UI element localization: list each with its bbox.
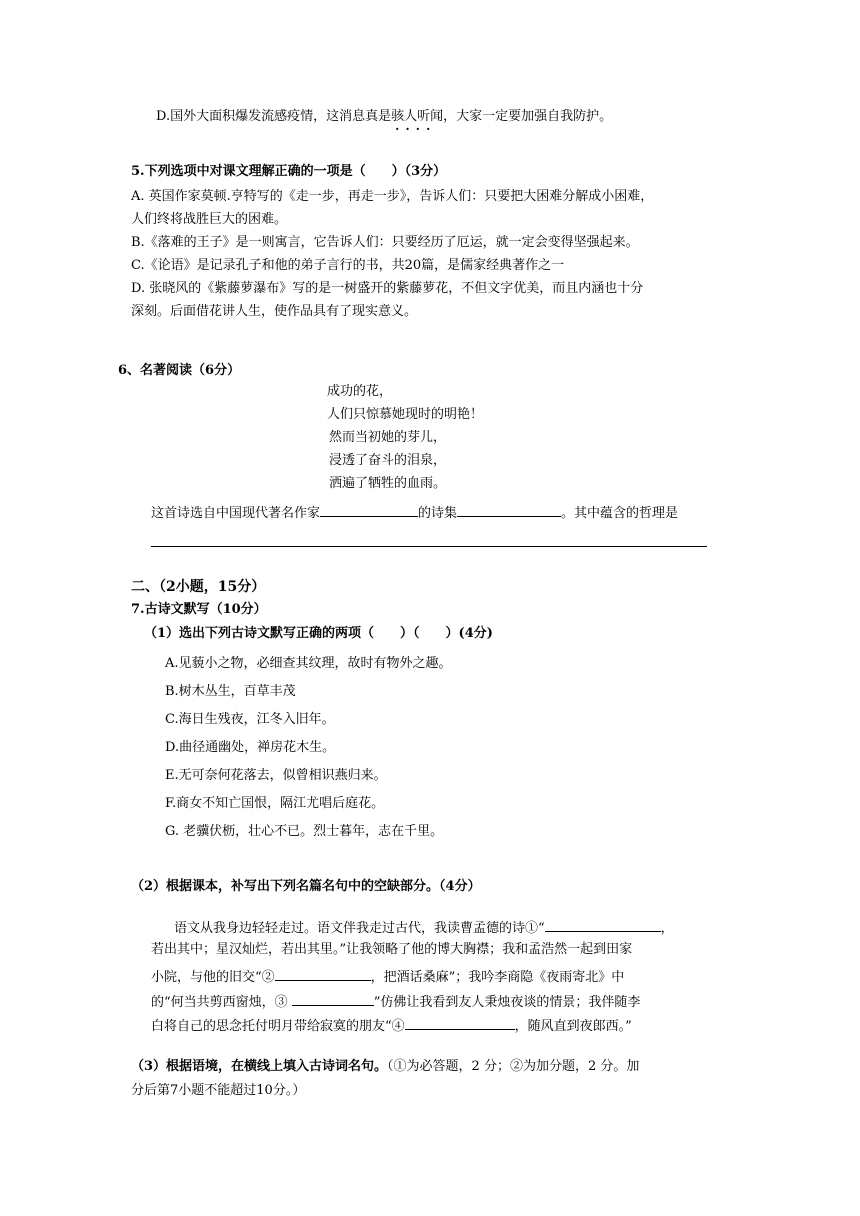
q7-option-c: C.海日生残夜，江冬入旧年。	[165, 712, 335, 727]
q5-option-c: C.《论语》是记录孔子和他的弟子言行的书，共20篇，是儒家经典著作之一	[131, 258, 565, 273]
q6-sentence-part3: 。其中蕴含的哲理是	[561, 506, 679, 521]
passage-line-4a: 的“何当共剪西窗烛，③	[151, 995, 292, 1010]
q7-sub3-line1	[131, 1058, 639, 1076]
passage-line-5	[151, 1015, 632, 1036]
passage-line-5b: ，随风直到夜郎西。”	[514, 1019, 632, 1034]
section-two-title: 二、（2小题，15分）	[131, 579, 266, 595]
blank-4[interactable]	[405, 1015, 515, 1030]
collection-blank[interactable]	[457, 502, 561, 517]
passage-line-1b: ，	[660, 921, 674, 936]
q6-sentence-part2: 的诗集	[418, 506, 458, 521]
q7-option-a: A.见藐小之物，必细查其纹理，故时有物外之趣。	[165, 656, 452, 671]
q4-option-d-prefix: D.国外大面积爆发流感疫情，这消息真是	[156, 109, 392, 124]
passage-line-3	[151, 966, 624, 987]
poem-line-3: 然而当初她的芽儿，	[329, 430, 447, 445]
passage-line-3b: ，把酒话桑麻”；我吟李商隐《夜雨寄北》中	[370, 970, 625, 985]
q6-fill-sentence	[151, 502, 678, 523]
passage-line-5a: 白将自己的思念托付明月带给寂寞的朋友“④	[151, 1019, 405, 1034]
poem-line-1: 成功的花，	[327, 384, 393, 399]
passage-line-1a: 语文从我身边轻轻走过。语文伴我走过古代，我读曹孟德的诗①“	[174, 921, 545, 936]
poem-line-4: 浸透了奋斗的泪泉，	[329, 453, 447, 468]
q4-option-d-suffix: ，大家一定要加强自我防护。	[443, 109, 613, 124]
q5-option-d-line2: 深刻。后面借花讲人生，使作品具有了现实意义。	[131, 304, 418, 319]
q7-option-e: E.无可奈何花落去，似曾相识燕归来。	[165, 768, 387, 783]
poem-line-2: 人们只惊慕她现时的明艳！	[327, 407, 484, 422]
q5-title: 5.下列选项中对课文理解正确的一项是（ ）（3分）	[131, 164, 447, 179]
philosophy-answer-line[interactable]	[151, 546, 707, 547]
passage-line-4	[151, 991, 640, 1012]
blank-2[interactable]	[275, 966, 371, 981]
q7-sub3-note2: 分后第7小题不能超过10分。）	[131, 1083, 306, 1098]
q7-sub3-note1: （①为必答题，2 分；②为加分题，2 分。加	[387, 1059, 640, 1074]
q5-option-d-line1: D. 张晓风的《紫藤萝瀑布》写的是一树盛开的紫藤萝花，不但文字优美，而且内涵也十分	[131, 281, 644, 296]
q7-sub2-title: （2）根据课本，补写出下列名篇名句中的空缺部分。（4分）	[131, 879, 481, 894]
q4-option-d-dotted-phrase: 骇人听闻 · · · ·	[391, 109, 443, 124]
q4-option-d	[156, 108, 612, 126]
q5-option-a-line2: 人们终将战胜巨大的困难。	[131, 212, 288, 227]
q7-option-f: F.商女不知亡国恨，隔江尤唱后庭花。	[165, 796, 385, 811]
blank-3[interactable]	[292, 991, 374, 1006]
q7-option-d: D.曲径通幽处，禅房花木生。	[165, 740, 336, 755]
poem-line-5: 洒遍了牺牲的血雨。	[329, 476, 447, 491]
q7-option-g: G. 老骥伏枥，壮心不已。烈士暮年，志在千里。	[165, 824, 444, 839]
q6-title: 6、名著阅读（6分）	[118, 363, 241, 378]
passage-line-2: 若出其中；星汉灿烂，若出其里。”让我领略了他的博大胸襟；我和孟浩然一起到田家	[151, 942, 633, 957]
q5-option-b: B.《落难的王子》是一则寓言，它告诉人们：只要经历了厄运，就一定会变得坚强起来。	[131, 235, 639, 250]
passage-line-1	[174, 917, 674, 938]
q5-option-a-line1: A. 英国作家莫顿.亨特写的《走一步，再走一步》，告诉人们：只要把大困难分解成小困难，	[131, 189, 654, 204]
q7-title: 7.古诗文默写（10分）	[131, 602, 267, 617]
q7-sub1-title: （1）选出下列古诗文默写正确的两项（ ）（ ）(4分)	[144, 626, 493, 641]
passage-line-4b: ”仿佛让我看到友人秉烛夜谈的情景；我伴随李	[373, 995, 641, 1010]
author-blank[interactable]	[320, 502, 418, 517]
q7-sub3-title: （3）根据语境，在横线上填入古诗词名句。	[131, 1059, 388, 1074]
passage-line-3a: 小院，与他的旧交“②	[151, 970, 275, 985]
blank-1[interactable]	[545, 917, 661, 932]
q7-option-b: B.树木丛生，百草丰茂	[165, 684, 296, 699]
q6-sentence-part1: 这首诗选自中国现代著名作家	[151, 506, 321, 521]
